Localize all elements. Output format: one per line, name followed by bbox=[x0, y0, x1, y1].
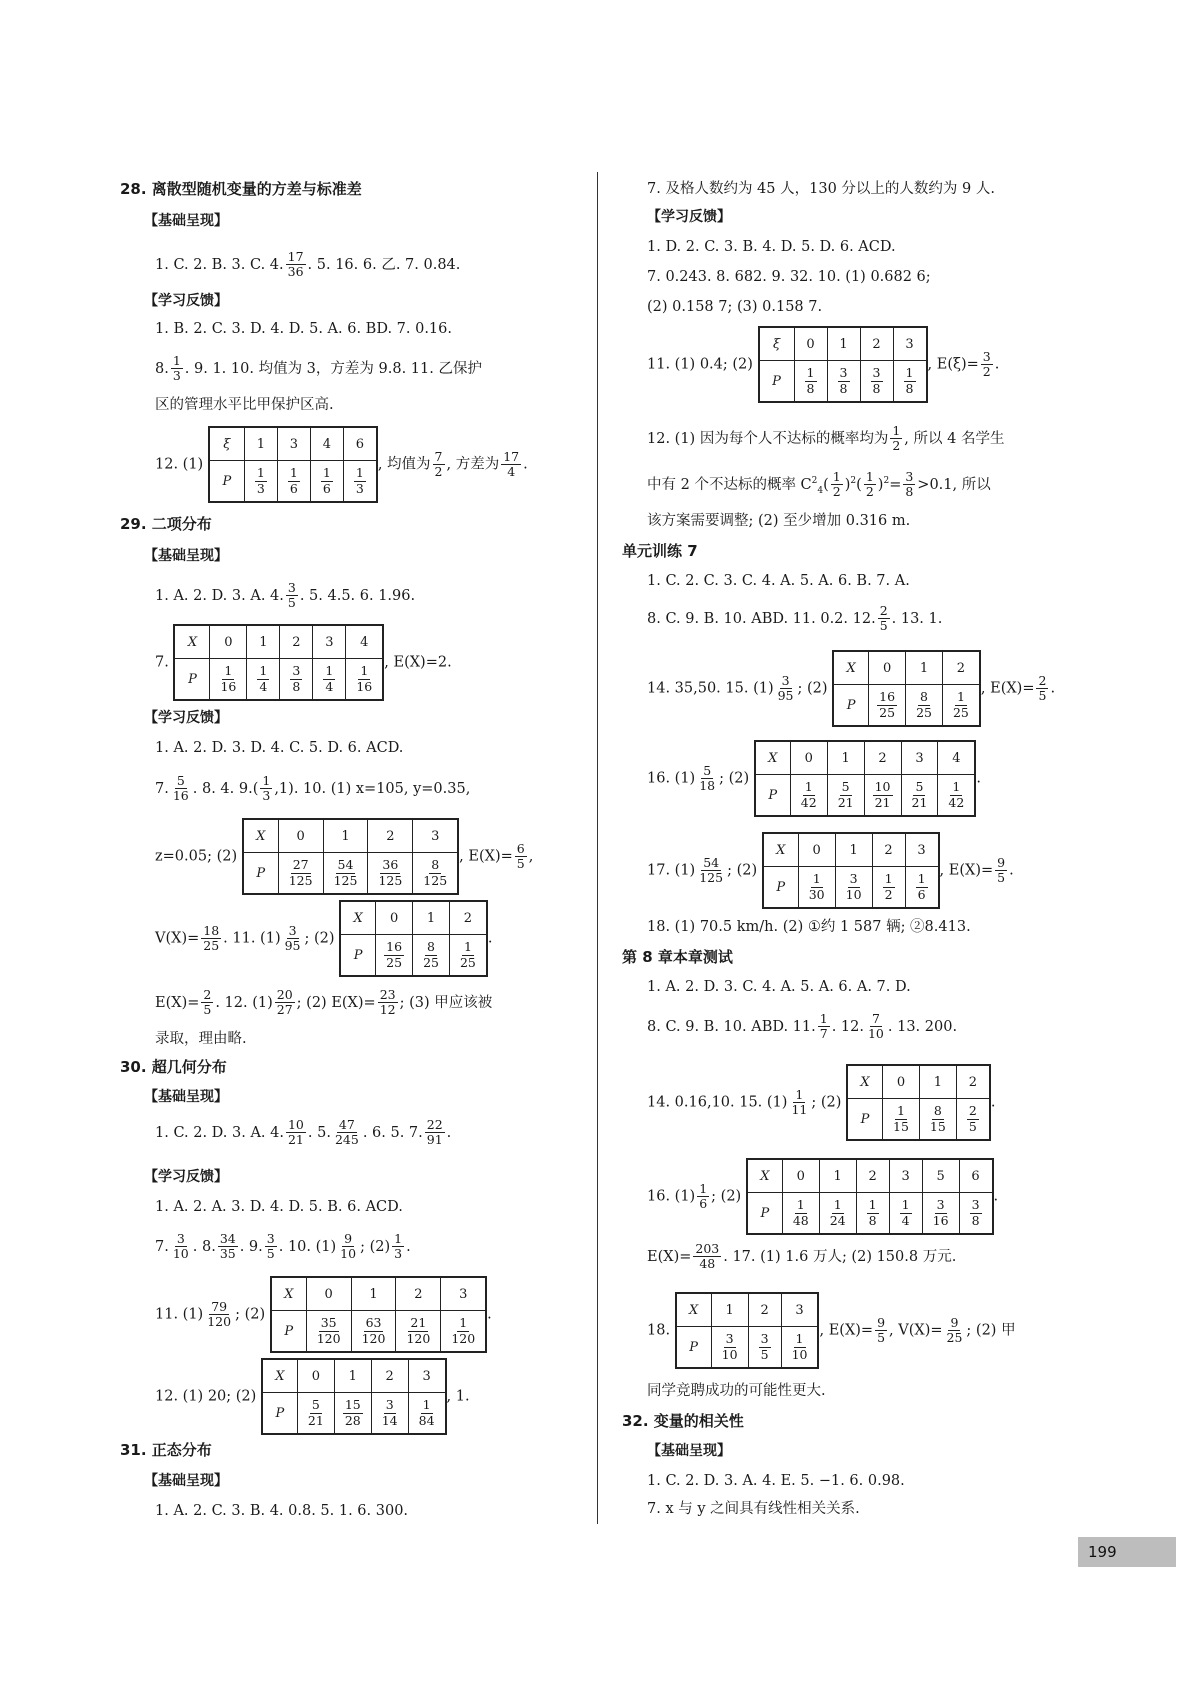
answer-line: 8. $\frac{1}{3}$ . 9. 1. 10. 均值为 3，方差为 9.8. 11. 乙保护 bbox=[155, 353, 482, 384]
answer-line: 该方案需要调整; (2) 至少增加 0.316 m. bbox=[647, 513, 911, 529]
section-32-title: 32. 变量的相关性 bbox=[622, 1412, 744, 1430]
distribution-table: X 0 1 2 3 P $\frac{5}{21}$ $\frac{15}{28}$ $\frac{3}{14}$ $\frac{1}{84}$ bbox=[261, 1358, 447, 1435]
distribution-table: X 0 1 2 3 P $\frac{1}{30}$ $\frac{3}{10}$ $\frac{1}{2}$ $\frac{1}{6}$ bbox=[762, 832, 940, 909]
distribution-table: X 0 1 2 3 4 P $\frac{1}{42}$ $\frac{5}{21}$ $\frac{10}{21}$ $\frac{5}{21}$ $\frac{1}{42}$ bbox=[754, 740, 977, 817]
answer-line: 12. (1) ξ 1 3 4 6 P $\frac{1}{3}$ $\frac{1}{6}$ $\frac{1}{6}$ $\frac{1}{3}$ , 均值为 $\frac{7}{2}$ , 方差为 $\frac{17}{4}$ . bbox=[155, 426, 528, 503]
answer-line: E(X)= $\frac{2}{5}$ . 12. (1) $\frac{20}{27}$ ; (2) E(X)= $\frac{23}{12}$ ; (3) 甲应该被 bbox=[155, 987, 493, 1018]
unit-7-title: 单元训练 7 bbox=[622, 542, 698, 560]
answer-line: E(X)= $\frac{203}{48}$ . 17. (1) 1.6 万人; (2) 150.8 万元. bbox=[647, 1241, 957, 1272]
answer-line: 7. 0.243. 8. 682. 9. 32. 10. (1) 0.682 6; bbox=[647, 269, 931, 285]
answer-line: 1. A. 2. D. 3. C. 4. A. 5. A. 6. A. 7. D. bbox=[647, 979, 911, 995]
section-31-title: 31. 正态分布 bbox=[120, 1441, 212, 1459]
distribution-table: X 0 1 2 P $\frac{16}{25}$ $\frac{8}{25}$ $\frac{1}{25}$ bbox=[832, 650, 981, 727]
answer-line: 7. 及格人数约为 45 人，130 分以上的人数约为 9 人. bbox=[647, 181, 995, 197]
answer-line: 18. X 1 2 3 P $\frac{3}{10}$ $\frac{3}{5}$ $\frac{1}{10}$ , E(X)= $\frac{9}{5}$ , V(X)= $\frac{9}{25}$ ; (2) 甲 bbox=[647, 1292, 1016, 1369]
answer-line: 8. C. 9. B. 10. ABD. 11. 0.2. 12. $\frac{2}{5}$ . 13. 1. bbox=[647, 603, 943, 634]
xuexi-label: 【学习反馈】 bbox=[144, 1169, 228, 1185]
answer-line: 1. A. 2. D. 3. D. 4. C. 5. D. 6. ACD. bbox=[155, 740, 404, 756]
distribution-table: X 0 1 2 P $\frac{1}{15}$ $\frac{8}{15}$ $\frac{2}{5}$ bbox=[846, 1064, 991, 1141]
answer-line: 1. A. 2. A. 3. D. 4. D. 5. B. 6. ACD. bbox=[155, 1199, 403, 1215]
jichu-label: 【基础呈现】 bbox=[647, 1443, 731, 1459]
answer-line: 14. 0.16,10. 15. (1) $\frac{1}{11}$ ; (2) X 0 1 2 P $\frac{1}{15}$ $\frac{8}{15}$ $\frac{2}{5}$ . bbox=[647, 1064, 995, 1141]
chapter-8-test-title: 第 8 章本章测试 bbox=[622, 948, 733, 966]
page-number: 199 bbox=[1078, 1537, 1176, 1567]
distribution-table: ξ 0 1 2 3 P $\frac{1}{8}$ $\frac{3}{8}$ $\frac{3}{8}$ $\frac{1}{8}$ bbox=[758, 326, 928, 403]
fraction: $\frac{17}{36}$ bbox=[287, 249, 304, 280]
answer-line: 录取，理由略. bbox=[155, 1031, 247, 1047]
jichu-label: 【基础呈现】 bbox=[144, 1473, 228, 1489]
answer-line: 1. A. 2. D. 3. A. 4. $\frac{3}{5}$ . 5. 4.5. 6. 1.96. bbox=[155, 580, 416, 611]
answer-line: 7. $\frac{3}{10}$ . 8. $\frac{34}{35}$ . 9. $\frac{3}{5}$ . 10. (1) $\frac{9}{10}$ ; (2) $\frac{1}{3}$ . bbox=[155, 1231, 411, 1262]
answer-line: 16. (1) $\frac{1}{6}$ ; (2) X 0 1 2 3 5 6 P $\frac{1}{48}$ $\frac{1}{24}$ $\frac{1}{8}$ $\frac{1}{4}$ $\frac{3}{16}$ $\frac{3}{8}$ . bbox=[647, 1158, 998, 1235]
answer-line: (2) 0.158 7; (3) 0.158 7. bbox=[647, 299, 823, 315]
answer-line: 14. 35,50. 15. (1) $\frac{3}{95}$ ; (2) X 0 1 2 P $\frac{16}{25}$ $\frac{8}{25}$ $\frac{1}{25}$ , E(X)= $\frac{2}{5}$ . bbox=[647, 650, 1055, 727]
answer-line: 16. (1) $\frac{5}{18}$ ; (2) X 0 1 2 3 4 P $\frac{1}{42}$ $\frac{5}{21}$ $\frac{10}{21}$ $\frac{5}{21}$ $\frac{1}{42}$ . bbox=[647, 740, 981, 817]
distribution-table: X 0 1 2 3 P $\frac{35}{120}$ $\frac{63}{120}$ $\frac{21}{120}$ $\frac{1}{120}$ bbox=[270, 1276, 487, 1353]
answer-line: 11. (1) 0.4; (2) ξ 0 1 2 3 P $\frac{1}{8}$ $\frac{3}{8}$ $\frac{3}{8}$ $\frac{1}{8}$ , E(ξ)= $\frac{3}{2}$ . bbox=[647, 326, 999, 403]
answer-line: 1. C. 2. D. 3. A. 4. E. 5. −1. 6. 0.98. bbox=[647, 1473, 905, 1489]
jichu-label: 【基础呈现】 bbox=[144, 213, 228, 229]
answer-line: 17. (1) $\frac{54}{125}$ ; (2) X 0 1 2 3 P $\frac{1}{30}$ $\frac{3}{10}$ $\frac{1}{2}$ $\frac{1}{6}$ , E(X)= $\frac{9}{5}$ . bbox=[647, 832, 1014, 909]
distribution-table: X 0 1 2 P $\frac{16}{25}$ $\frac{8}{25}$ $\frac{1}{25}$ bbox=[339, 900, 488, 977]
distribution-table: X 1 2 3 P $\frac{3}{10}$ $\frac{3}{5}$ $\frac{1}{10}$ bbox=[675, 1292, 820, 1369]
xuexi-label: 【学习反馈】 bbox=[144, 710, 228, 726]
answer-line: 1. C. 2. B. 3. C. 4. $\frac{17}{36}$ . 5. 16. 6. 乙. 7. 0.84. bbox=[155, 249, 461, 280]
fraction: $\frac{1}{3}$ bbox=[172, 353, 181, 384]
answer-line: 1. A. 2. C. 3. B. 4. 0.8. 5. 1. 6. 300. bbox=[155, 1503, 409, 1519]
section-29-title: 29. 二项分布 bbox=[120, 515, 212, 533]
answer-line: 1. D. 2. C. 3. B. 4. D. 5. D. 6. ACD. bbox=[647, 239, 896, 255]
answer-line: 12. (1) 因为每个人不达标的概率均为 $\frac{1}{2}$ , 所以 4 名学生 bbox=[647, 423, 1005, 454]
answer-line: 1. C. 2. D. 3. A. 4. $\frac{10}{21}$ . 5. $\frac{47}{245}$ . 6. 5. 7. $\frac{22}{91}$ . bbox=[155, 1117, 452, 1148]
answer-line: 12. (1) 20; (2) X 0 1 2 3 P $\frac{5}{21}$ $\frac{15}{28}$ $\frac{3}{14}$ $\frac{1}{84}$ , 1. bbox=[155, 1358, 470, 1435]
xuexi-label: 【学习反馈】 bbox=[647, 209, 731, 225]
answer-line: 1. C. 2. C. 3. C. 4. A. 5. A. 6. B. 7. A. bbox=[647, 573, 910, 589]
answer-line: 中有 2 个不达标的概率 $C^2_4$( $\frac{1}{2}$ )$^2$( $\frac{1}{2}$ )$^2$= $\frac{3}{8}$ >0.1, 所以 bbox=[647, 469, 991, 500]
answer-line: z=0.05; (2) X 0 1 2 3 P $\frac{27}{125}$ $\frac{54}{125}$ $\frac{36}{125}$ $\frac{8}{125}$ , E(X)= $\frac{6}{5}$ , bbox=[155, 818, 533, 895]
answer-line: 11. (1) $\frac{79}{120}$ ; (2) X 0 1 2 3 P $\frac{35}{120}$ $\frac{63}{120}$ $\frac{21}{120}$ $\frac{1}{120}$ . bbox=[155, 1276, 492, 1353]
distribution-table: X 0 1 2 3 5 6 P $\frac{1}{48}$ $\frac{1}{24}$ $\frac{1}{8}$ $\frac{1}{4}$ $\frac{3}{16}$ $\frac{3}{8}$ bbox=[746, 1158, 994, 1235]
answer-line: 7. $\frac{5}{16}$ . 8. 4. 9.( $\frac{1}{3}$ ,1). 10. (1) x=105, y=0.35, bbox=[155, 773, 471, 804]
answer-line: 7. X 0 1 2 3 4 P $\frac{1}{16}$ $\frac{1}{4}$ $\frac{3}{8}$ $\frac{1}{4}$ $\frac{1}{16}$ , E(X)=2. bbox=[155, 624, 452, 701]
distribution-table: X 0 1 2 3 P $\frac{27}{125}$ $\frac{54}{125}$ $\frac{36}{125}$ $\frac{8}{125}$ bbox=[242, 818, 459, 895]
jichu-label: 【基础呈现】 bbox=[144, 1089, 228, 1105]
column-divider bbox=[597, 172, 598, 1524]
section-28-title: 28. 离散型随机变量的方差与标准差 bbox=[120, 180, 362, 198]
answer-line: 区的管理水平比甲保护区高. bbox=[155, 397, 334, 413]
answer-line: V(X)= $\frac{18}{25}$ . 11. (1) $\frac{3}{95}$ ; (2) X 0 1 2 P $\frac{16}{25}$ $\frac{8}{25}$ $\frac{1}{25}$ . bbox=[155, 900, 493, 977]
distribution-table: X 0 1 2 3 4 P $\frac{1}{16}$ $\frac{1}{4}$ $\frac{3}{8}$ $\frac{1}{4}$ $\frac{1}{16}$ bbox=[173, 624, 384, 701]
jichu-label: 【基础呈现】 bbox=[144, 548, 228, 564]
answer-line: 7. x 与 y 之间具有线性相关关系. bbox=[647, 1501, 860, 1517]
answer-line: 8. C. 9. B. 10. ABD. 11. $\frac{1}{7}$ . 12. $\frac{7}{10}$ . 13. 200. bbox=[647, 1011, 958, 1042]
xuexi-label: 【学习反馈】 bbox=[144, 293, 228, 309]
distribution-table: ξ 1 3 4 6 P $\frac{1}{3}$ $\frac{1}{6}$ $\frac{1}{6}$ $\frac{1}{3}$ bbox=[208, 426, 378, 503]
answer-line: 1. B. 2. C. 3. D. 4. D. 5. A. 6. BD. 7. 0.16. bbox=[155, 321, 452, 337]
answer-line: 18. (1) 70.5 km/h. (2) ①约 1 587 辆; ②8.413. bbox=[647, 919, 971, 935]
answer-line: 同学竞聘成功的可能性更大. bbox=[647, 1383, 826, 1399]
section-30-title: 30. 超几何分布 bbox=[120, 1058, 227, 1076]
